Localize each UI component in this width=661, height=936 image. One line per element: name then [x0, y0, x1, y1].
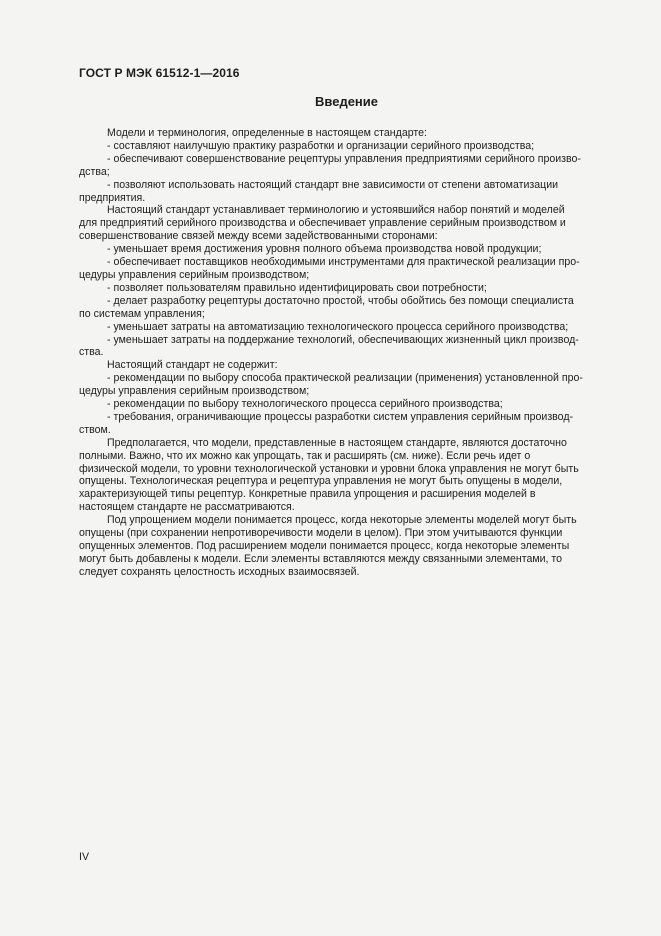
list-item: - требования, ограничивающие процессы разработки систем управления серийным производством. [79, 410, 574, 436]
list-item: - уменьшает затраты на автоматизацию технологического процесса серийного производства; [107, 320, 569, 333]
list-item: - рекомендации по выбору способа практической реализации (применения) установленной процедуры управления серийным производством; [79, 372, 583, 398]
paragraph: Под упрощением модели понимается процесс, когда некоторые элементы моделей могут быть опущены (при сохранении непротиворечивости модели в целом). При этом учитываются функции опущенных элементов. Под расширением модели понимается процесс, когда некоторые элементы могут быть добавлены к модели. Если элементы вставляются между связанными элементами, то следует сохранять целостность исходных взаимосвязей. [79, 514, 577, 578]
paragraph: Настоящий стандарт не содержит: [107, 359, 278, 372]
paragraph: Предполагается, что модели, представленные в настоящем стандарте, являются достаточно полными. Важно, что их можно как упрощать, так и расширять (см. ниже). Если речь идет о физической модели, то уровни технологической установки и уровни блока управления не могут быть опущены. Технологическая рецептура и рецептура управления не могут быть опущены в модели, характеризующей типы рецептур. Конкретные правила упрощения и расширения моделей в настоящем стандарте не рассматриваются. [79, 436, 579, 514]
list-item: - уменьшает время достижения уровня полного объема производства новой продукции; [107, 243, 542, 256]
list-item: - уменьшает затраты на поддержание технологий, обеспечивающих жизненный цикл производства. [79, 333, 579, 359]
page-number: IV [79, 851, 90, 863]
list-item: - составляют наилучшую практику разработки и организации серийного производства; [107, 139, 535, 152]
section-title: Введение [315, 94, 378, 109]
list-item: - позволяют использовать настоящий стандарт вне зависимости от степени автоматизации предприятия. [79, 178, 559, 204]
list-item: - обеспечивают совершенствование рецептуры управления предприятиями серийного производства; [79, 152, 581, 178]
paragraph: Модели и терминология, определенные в настоящем стандарте: [107, 127, 427, 139]
list-item: - обеспечивает поставщиков необходимыми инструментами для практической реализации процедуры управления серийным производством; [79, 256, 580, 281]
list-item: - позволяет пользователям правильно идентифицировать свои потребности; [107, 281, 487, 294]
paragraph: Настоящий стандарт устанавливает терминологию и устоявшийся набор понятий и моделей для предприятий серийного производства и обеспечивает управление серийным производством и совершенствование связей между всеми задействованными сторонами: [79, 204, 566, 243]
body-text [79, 127, 585, 579]
list-item: - рекомендации по выбору технологического процесса серийного производства; [107, 398, 503, 411]
document-code-header: ГОСТ Р МЭК 61512-1—2016 [79, 66, 240, 80]
list-item: - делает разработку рецептуры достаточно простой, чтобы обойтись без помощи специалиста по системам управления; [79, 294, 574, 320]
